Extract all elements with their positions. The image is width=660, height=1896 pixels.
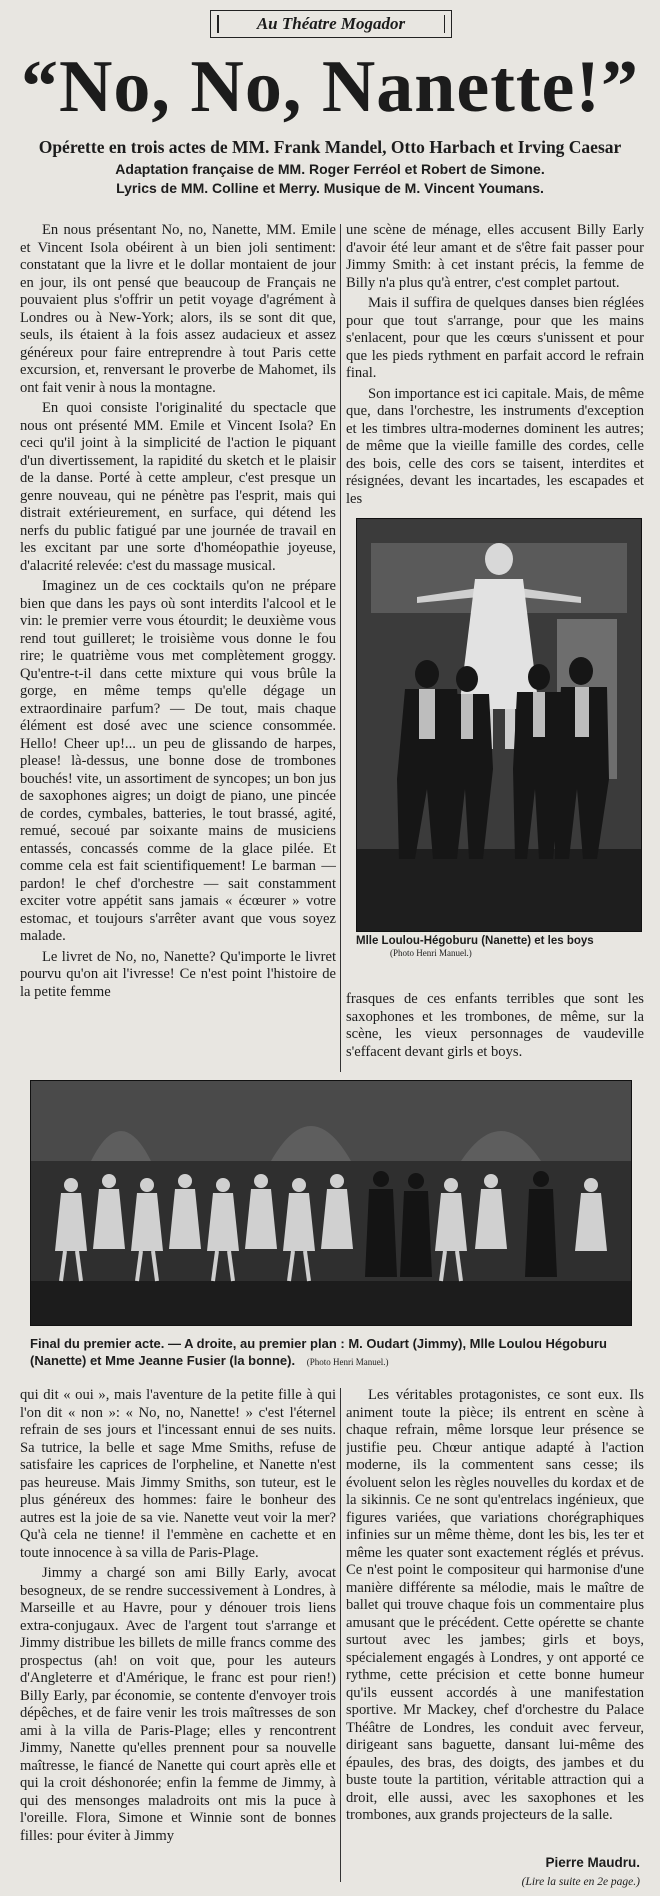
paragraph: Jimmy a chargé son ami Billy Early, avocat besogneux, de se rendre successivement à Londres, à Marseille et au Havre, pour y dénouer trois liens extra-conjugaux. Avec de l'argent tout s'arrange et Jimmy distribue les billets de mille francs comme des prospectus (ah! on voit que, pour les auteurs d'Angleterre et d'Amérique, le franc est pour rien!) Billy Early, par économie, se contente d'envoyer trois dépêches, et de faire venir les trois maîtresses de son ami à la villa de Paris-Plage; elles y rencontrent Jimmy, Nanette qu'elles prennent pour sa nouvelle maîtresse, le fiancé de Nanette qui court après elle et qui la croit déshonorée; enfin la femme de Jimmy, à qui des mensonges maladroits ont mis la puce à l'oreille. Flora, Simone et Winnie sont de bonnes filles: pour éviter à Jimmy [20,1565,336,1844]
column-2 [346,222,644,514]
music-credit: Lyrics de MM. Colline et Merry. Musique de M. Vincent Youmans. [116,180,544,196]
column-divider-top [340,224,341,1072]
paragraph: En quoi consiste l'originalité du spectacle que nous ont présenté MM. Emile et Vincent Isola? En ceci qu'il joint à la simplicité de l'action le piquant d'un divertissement, la rapidité du sketch et le plaisir de la danse. Porté à cette ampleur, c'est presque un genre nouveau, qui ne pénètre pas l'esprit, mais qui distrait extérieurement, en surface, qui détend les nerfs du public fatigué par une journée de travail en les excitant par une sorte d'homéopathie joyeuse, d'alacrité relevée: c'est du massage musical. [20,400,336,574]
photo-2-caption-text: Final du premier acte. — A droite, au premier plan : M. Oudart (Jimmy), Mlle Loulou Hégoburu (Nanette) et Mme Jeanne Fusier (la bonne). [30,1336,607,1368]
photo-1-caption [356,935,640,959]
paragraph: frasques de ces enfants terribles que sont les saxophones et les trombones, de même, sur la scène, les vieux personnages de vaudeville s'effacent devant girls et boys. [346,991,644,1060]
adaptation-credit: Adaptation française de MM. Roger Ferréol et Robert de Simone. [115,161,545,177]
photo-2-credit: (Photo Henri Manuel.) [306,1357,389,1367]
paragraph: En nous présentant No, no, Nanette, MM. Emile et Vincent Isola obéirent à un bien joli sentiment: constatant que la livre et le dollar montaient de jour en jour, ils ont pensé que beaucoup de Français ne pouvaient plus s'offrir un petit voyage d'agrément à Londres ou à New-York; alors, ils se sont dit que, seuls, ils étaient à la fois assez audacieux et assez généreux pour faire entreprendre à tout Paris cette excursion, et, renversant le proverbe de Mahomet, ils ont fait venir à nous la montagne. [20,222,336,396]
column-divider-bottom [340,1388,341,1882]
photo-1-credit: (Photo Henri Manuel.) [390,948,472,958]
column-4 [346,1387,644,1851]
photo-nanette-and-boys [356,518,642,932]
paragraph: Imaginez un de ces cocktails qu'on ne prépare bien que dans les pays où sont interdits l'alcool et le vin: le premier verre vous étourdit; le deuxième vous rend tout guilleret; le troisième vous donne le fou rire; le quatrième vous met complètement groggy. Qu'entre-t-il dans cette mixture qui vous brûle la gorge, en même temps qu'elle dégage un extraordinaire parfum? — De tout, mais chaque élément est dosé avec une science consommée. Hello! Cheer up!... un peu de glissando de harpes, please! là-dessus, une bonne dose de trombones bouchés! vite, un assortiment de syncopes; un bon jus de saxophones aigres; un doigt de piano, une pincée de cordes, cymbales, batteries, le tout brassé, agité, remué, secoué par soixante mains de musiciens entassés, concassés comme de la glace pilée. Et comme cela est fait scientifiquement! Le barman — pardon! le chef d'orchestre — sait constamment exciter votre appétit sans jamais « écœurer » votre estomac, et toujours s'arrêter avant que vous soyez malade. [20,578,336,944]
paragraph: Mais il suffira de quelques danses bien réglées pour que tout s'arrange, pour que les mains s'enlacent, pour que les cœurs s'unissent et pour que les pieds rythment en parfait accord le refrain final. [346,295,644,381]
section-header-label: Au Théatre Mogador [256,14,406,33]
photo-2-caption [30,1335,630,1371]
paragraph: Les véritables protagonistes, ce sont eux. Ils animent toute la pièce; ils entrent en scène à chaque refrain, même lorsque leur présence se justifie peu. Chœur antique adapté à l'action moderne, ils la commentent sans cesse; ils évoluent selon les règles nouvelles du kordax et de la sikinnis. Ce ne sont qu'entrelacs ingénieux, que figures variées, que variations chorégraphiques infinies sur un même thème, dont les bis, les ter et même les quater sont exactement réglés et prévus. Ce n'est point le compositeur qui harmonise d'une manière différente sa mélodie, mais le maître de ballet qui trouve chaque fois un commentaire plus amusant que le précédent. Cette opérette se chante surtout avec les jambes; girls et boys, spécialement engagés à Londres, y ont apporté ce rythme, cette précision et cette bonne humeur qu'ils eussent accordés à une manifestation sportive. Mr Mackey, chef d'orchestre du Palace Théâtre de Londres, les conduit avec ferveur, dirigeant sans baguette, dansant lui-même des épaules, des bras, des doigts, des jambes et du buste toute la partition, véritable attraction qui a droit, elle aussi, avec les saxophones et les trombones, aux grands projecteurs de la salle. [346,1387,644,1823]
paragraph: Le livret de No, no, Nanette? Qu'importe le livret pourvu qu'on ait l'ivresse! Ce n'est point l'histoire de la petite femme [20,948,336,1000]
photo-2-illustration [31,1081,631,1325]
column-3 [20,1387,336,1883]
article-subtitle: Opérette en trois actes de MM. Frank Mandel, Otto Harbach et Irving Caesar [38,137,622,157]
section-header [210,10,452,38]
continued-note: (Lire la suite en 2e page.) [521,1876,640,1888]
photo-final-first-act [30,1080,632,1326]
paragraph: qui dit « oui », mais l'aventure de la petite fille à qui l'on dit « non »: « No, no, Nanette! » c'est l'éternel refrain de ses jours et l'incessant ennui de ses nuits. Sa tutrice, la belle et sage Mme Smiths, refuse de satisfaire les caprices de l'orpheline, et Nanette n'est pas heureuse. Mais Jimmy Smiths, son tuteur, est le plus généreux des hommes: faire le bonheur des autres est la joie de sa vie. Nanette veut voir la mer? Qu'à cela ne tienne! il l'emmène en cachette et en toute innocence à sa villa de Paris-Plage. [20,1387,336,1561]
photo-1-illustration [357,519,641,931]
author-signature: Pierre Maudru. [545,1855,640,1870]
column-2-continued [346,991,644,1073]
photo-1-caption-text: Mlle Loulou-Hégoburu (Nanette) et les boys [356,935,594,947]
paragraph: une scène de ménage, elles accusent Billy Early d'avoir été leur amant et de s'être fait passer pour Jimmy Smith: à cet instant précis, la femme de Billy n'a plus qu'à entrer, c'est complet partout. [346,222,644,291]
article-title: “No, No, Nanette!” [20,46,640,128]
paragraph: Son importance est ici capitale. Mais, de même que, dans l'orchestre, les instruments d'exception et les timbres ultra-modernes dominent les autres; de même que la vieille famille des cordes, celle des bois, celle des cors se taisent, interdites et résignées, devant les incartades, les escapades et les [346,385,644,507]
